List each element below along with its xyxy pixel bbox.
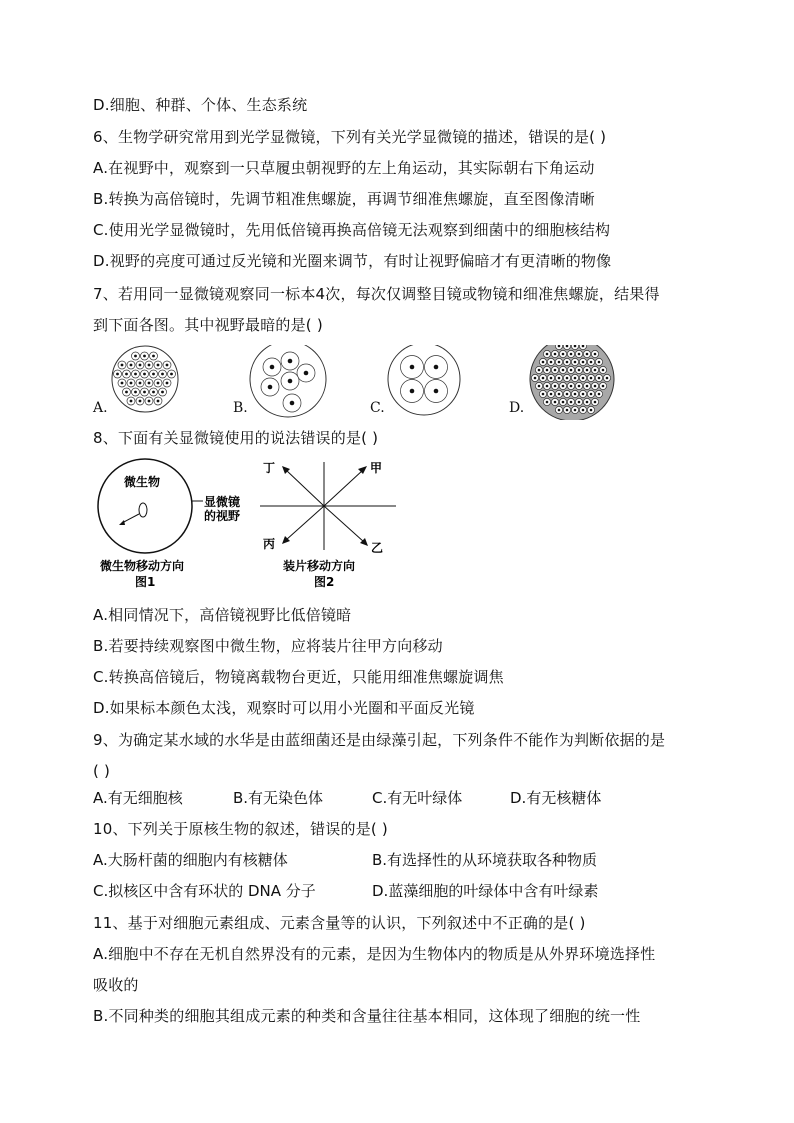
q7-figure-c bbox=[388, 345, 460, 415]
cell-nucleus bbox=[546, 401, 549, 404]
cell-nucleus bbox=[582, 393, 585, 396]
cell-nucleus bbox=[562, 369, 565, 372]
microbe-arrowhead bbox=[119, 520, 125, 525]
q6-stem: 6、生物学研究常用到光学显微镜，下列有关光学显微镜的描述，错误的是( ) bbox=[93, 128, 607, 146]
cell-nucleus bbox=[554, 353, 557, 356]
q11-option-a-line2: 吸收的 bbox=[93, 976, 139, 994]
cell-nucleus bbox=[134, 355, 137, 358]
cell-nucleus bbox=[586, 369, 589, 372]
cell-nucleus bbox=[121, 364, 124, 367]
q9-option-d: D.有无核糖体 bbox=[510, 789, 602, 807]
q8-option-c: C.转换高倍镜后，物镜离载物台更近，只能用细准焦螺旋调焦 bbox=[93, 668, 504, 686]
scope-view-label-1: 显微镜 bbox=[204, 495, 241, 509]
cell-nucleus bbox=[148, 364, 151, 367]
cell-nucleus bbox=[143, 355, 146, 358]
cell-nucleus bbox=[594, 385, 597, 388]
cell-nucleus bbox=[434, 389, 439, 394]
cell-nucleus bbox=[546, 369, 549, 372]
cell-nucleus bbox=[134, 391, 137, 394]
cell-nucleus bbox=[534, 377, 537, 380]
cell-nucleus bbox=[152, 355, 155, 358]
q9-option-a: A.有无细胞核 bbox=[93, 789, 183, 807]
cell-nucleus bbox=[157, 400, 160, 403]
cell-nucleus bbox=[139, 400, 142, 403]
cell-nucleus bbox=[574, 393, 577, 396]
cell-nucleus bbox=[570, 369, 573, 372]
cell-nucleus bbox=[542, 393, 545, 396]
q7-figure-d bbox=[530, 345, 614, 420]
cell-nucleus bbox=[410, 365, 415, 370]
cell-nucleus bbox=[598, 361, 601, 364]
cell-nucleus bbox=[268, 385, 273, 390]
cell-nucleus bbox=[148, 400, 151, 403]
q6-option-d: D.视野的亮度可通过反光镜和光圈来调节，有时让视野偏暗才有更清晰的物像 bbox=[93, 252, 612, 270]
figure2-number: 图2 bbox=[314, 575, 335, 589]
q7-label-d: D. bbox=[509, 400, 525, 416]
direction-bing: 丙 bbox=[263, 537, 276, 551]
cell-nucleus bbox=[566, 393, 569, 396]
cell-nucleus bbox=[152, 391, 155, 394]
cell-nucleus bbox=[558, 393, 561, 396]
cell-nucleus bbox=[166, 382, 169, 385]
q9-option-b: B.有无染色体 bbox=[233, 789, 324, 807]
q10-stem: 10、下列关于原核生物的叙述，错误的是( ) bbox=[93, 820, 388, 838]
cell-nucleus bbox=[570, 353, 573, 356]
cell-nucleus bbox=[170, 373, 173, 376]
cell-nucleus bbox=[139, 364, 142, 367]
cell-nucleus bbox=[288, 359, 293, 364]
cell-nucleus bbox=[130, 400, 133, 403]
cell-nucleus bbox=[578, 369, 581, 372]
microbe-shape bbox=[139, 503, 147, 517]
cell-nucleus bbox=[542, 361, 545, 364]
q8-option-a: A.相同情况下，高倍镜视野比低倍镜暗 bbox=[93, 606, 352, 624]
cell-nucleus bbox=[538, 369, 541, 372]
cell-nucleus bbox=[152, 373, 155, 376]
cell-nucleus bbox=[554, 369, 557, 372]
cell-nucleus bbox=[566, 377, 569, 380]
cell-nucleus bbox=[143, 391, 146, 394]
cell-nucleus bbox=[148, 382, 151, 385]
q7-label-c: C. bbox=[370, 400, 385, 416]
cell-nucleus bbox=[290, 401, 295, 406]
cell-nucleus bbox=[304, 371, 309, 376]
cell-nucleus bbox=[546, 385, 549, 388]
cell-nucleus bbox=[574, 409, 577, 412]
cell-nucleus bbox=[143, 373, 146, 376]
q10-option-b: B.有选择性的从环境获取各种物质 bbox=[372, 851, 598, 869]
cell-nucleus bbox=[161, 373, 164, 376]
q11-stem: 11、基于对细胞元素组成、元素含量等的认识，下列叙述中不正确的是( ) bbox=[93, 914, 586, 932]
cell-nucleus bbox=[270, 365, 275, 370]
figure1-caption: 微生物移动方向 bbox=[100, 559, 185, 573]
cell-nucleus bbox=[546, 353, 549, 356]
cell-nucleus bbox=[586, 385, 589, 388]
cell-nucleus bbox=[574, 361, 577, 364]
cell-nucleus bbox=[570, 385, 573, 388]
q6-option-a: A.在视野中，观察到一只草履虫朝视野的左上角运动，其实际朝右下角运动 bbox=[93, 159, 595, 177]
cell-nucleus bbox=[550, 361, 553, 364]
cell-nucleus bbox=[570, 401, 573, 404]
cell-nucleus bbox=[161, 391, 164, 394]
cell-nucleus bbox=[578, 401, 581, 404]
cell-nucleus bbox=[125, 373, 128, 376]
cell-nucleus bbox=[157, 364, 160, 367]
figure1-number: 图1 bbox=[135, 575, 156, 589]
cell-nucleus bbox=[538, 385, 541, 388]
q8-option-d: D.如果标本颜色太浅，观察时可以用小光圈和平面反光镜 bbox=[93, 699, 475, 717]
cell-nucleus bbox=[550, 393, 553, 396]
q8-option-b: B.若要持续观察图中微生物，应将装片往甲方向移动 bbox=[93, 637, 443, 655]
cell-nucleus bbox=[134, 373, 137, 376]
q11-option-b: B.不同种类的细胞其组成元素的种类和含量往往基本相同，这体现了细胞的统一性 bbox=[93, 1007, 641, 1025]
q10-option-a: A.大肠杆菌的细胞内有核糖体 bbox=[93, 851, 288, 869]
microbe-label: 微生物 bbox=[124, 475, 161, 489]
cell-nucleus bbox=[590, 409, 593, 412]
q9-option-c: C.有无叶绿体 bbox=[372, 789, 463, 807]
q6-option-c: C.使用光学显微镜时，先用低倍镜再换高倍镜无法观察到细菌中的细胞核结构 bbox=[93, 221, 611, 239]
cell-nucleus bbox=[574, 377, 577, 380]
q7-stem-line1: 7、若用同一显微镜观察同一标本4次，每次仅调整目镜或物镜和细准焦螺旋，结果得 bbox=[93, 285, 660, 303]
cell-nucleus bbox=[590, 361, 593, 364]
cell-nucleus bbox=[116, 373, 119, 376]
cell-nucleus bbox=[125, 391, 128, 394]
q7-label-a: A. bbox=[93, 400, 108, 416]
cell-nucleus bbox=[562, 385, 565, 388]
cell-nucleus bbox=[582, 409, 585, 412]
cell-nucleus bbox=[554, 401, 557, 404]
cell-nucleus bbox=[586, 401, 589, 404]
q7-figures bbox=[90, 345, 630, 420]
q11-option-a-line1: A.细胞中不存在无机自然界没有的元素，是因为生物体内的物质是从外界环境选择性 bbox=[93, 945, 656, 963]
cell-nucleus bbox=[594, 353, 597, 356]
cell-nucleus bbox=[590, 393, 593, 396]
field-of-view-circle bbox=[98, 459, 192, 553]
cell-nucleus bbox=[606, 377, 609, 380]
cell-nucleus bbox=[410, 389, 415, 394]
scope-view-label-2: 的视野 bbox=[204, 509, 241, 523]
cell-nucleus bbox=[562, 353, 565, 356]
q6-option-b: B.转换为高倍镜时，先调节粗准焦螺旋，再调节细准焦螺旋，直至图像清晰 bbox=[93, 190, 595, 208]
cell-nucleus bbox=[590, 377, 593, 380]
q9-stem-line2: ( ) bbox=[93, 762, 111, 780]
cell-nucleus bbox=[566, 409, 569, 412]
q10-option-c: C.拟核区中含有环状的 DNA 分子 bbox=[93, 882, 316, 900]
cell-nucleus bbox=[130, 364, 133, 367]
q7-figure-a bbox=[112, 346, 178, 412]
cell-nucleus bbox=[602, 369, 605, 372]
cell-nucleus bbox=[598, 377, 601, 380]
q10-option-d: D.蓝藻细胞的叶绿体中含有叶绿素 bbox=[372, 882, 599, 900]
cell-nucleus bbox=[121, 382, 124, 385]
q8-figure bbox=[88, 456, 408, 596]
cell-nucleus bbox=[594, 369, 597, 372]
direction-yi: 乙 bbox=[371, 541, 384, 555]
q7-figure-b bbox=[250, 345, 326, 417]
cell-nucleus bbox=[586, 353, 589, 356]
cell-nucleus bbox=[562, 401, 565, 404]
figure2-caption: 装片移动方向 bbox=[283, 559, 356, 573]
cell-nucleus bbox=[550, 377, 553, 380]
cell-nucleus bbox=[566, 361, 569, 364]
q5-option-d: D.细胞、种群、个体、生态系统 bbox=[93, 96, 308, 114]
cell-nucleus bbox=[578, 353, 581, 356]
q9-stem-line1: 9、为确定某水域的水华是由蓝细菌还是由绿藻引起，下列条件不能作为判断依据的是 bbox=[93, 731, 666, 749]
cell-nucleus bbox=[598, 393, 601, 396]
cell-nucleus bbox=[602, 385, 605, 388]
cell-nucleus bbox=[288, 379, 293, 384]
cell-nucleus bbox=[166, 364, 169, 367]
cell-nucleus bbox=[139, 382, 142, 385]
direction-ding: 丁 bbox=[263, 461, 276, 475]
q8-stem: 8、下面有关显微镜使用的说法错误的是( ) bbox=[93, 429, 379, 447]
microbe-direction-arrow bbox=[122, 514, 139, 523]
cell-nucleus bbox=[558, 361, 561, 364]
cell-nucleus bbox=[542, 377, 545, 380]
cell-nucleus bbox=[157, 382, 160, 385]
direction-jia: 甲 bbox=[370, 461, 383, 475]
q7-label-b: B. bbox=[233, 400, 248, 416]
cell-nucleus bbox=[582, 361, 585, 364]
cell-nucleus bbox=[594, 401, 597, 404]
cell-nucleus bbox=[130, 382, 133, 385]
cell-nucleus bbox=[558, 409, 561, 412]
cell-nucleus bbox=[434, 365, 439, 370]
cell-nucleus bbox=[558, 377, 561, 380]
cell-nucleus bbox=[582, 377, 585, 380]
cell-nucleus bbox=[578, 385, 581, 388]
q7-stem-line2: 到下面各图。其中视野最暗的是( ) bbox=[93, 316, 323, 334]
cell-nucleus bbox=[554, 385, 557, 388]
